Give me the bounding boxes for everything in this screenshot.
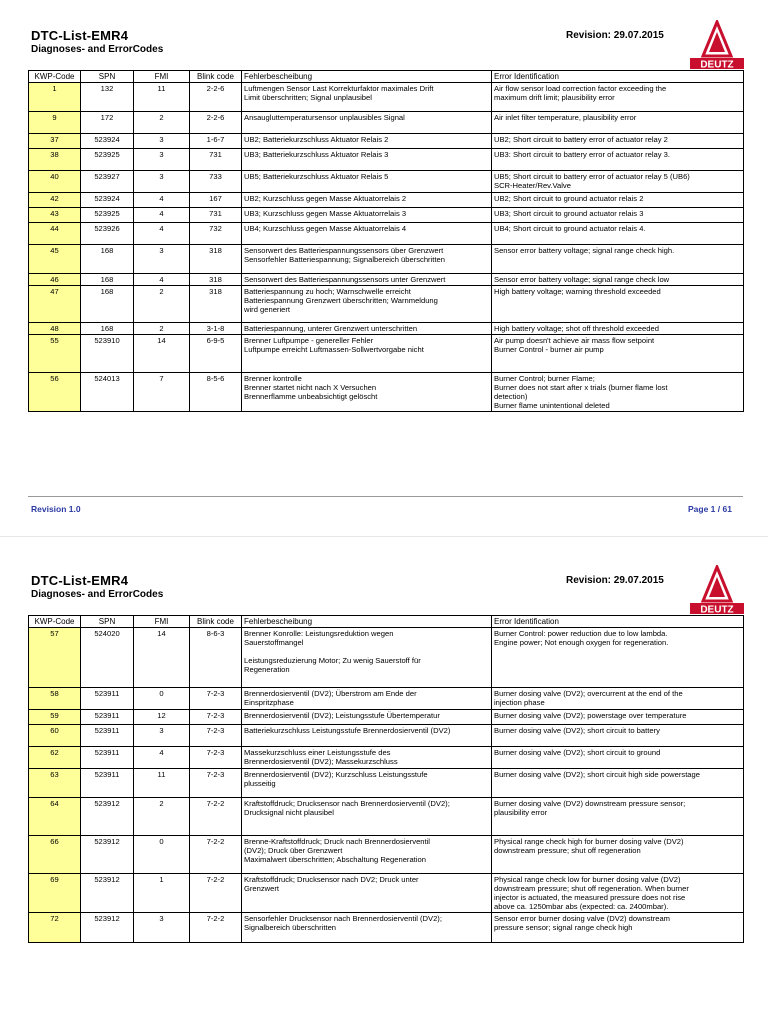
description-en-cell bbox=[492, 335, 744, 373]
spn-cell: 523925 bbox=[81, 208, 134, 223]
spn-cell: 523911 bbox=[81, 710, 134, 725]
description-line: Signalbereich überschritten bbox=[244, 923, 337, 932]
description-line: Brennerdosierventil (DV2); Überstrom am Ende der bbox=[244, 689, 417, 698]
description-line: UB4; Kurzschluss gegen Masse Aktuatorrelais 4 bbox=[244, 224, 407, 233]
description-line: Batteriespannung zu hoch; Warnschwelle erreicht bbox=[244, 287, 411, 296]
description-en-cell bbox=[492, 373, 744, 412]
blink-code-cell: 1-6-7 bbox=[190, 134, 242, 149]
blink-code-cell: 7-2-2 bbox=[190, 798, 242, 836]
table-row bbox=[29, 323, 744, 335]
description-en-cell bbox=[492, 286, 744, 323]
description-line: Sensorwert des Batteriespannungssensors unter Grenzwert bbox=[244, 275, 446, 284]
description-de-cell bbox=[242, 171, 492, 193]
description-de-cell bbox=[242, 747, 492, 769]
table-row bbox=[29, 769, 744, 798]
description-line: Sensorwert des Batteriespannungssensors über Grenzwert bbox=[244, 246, 444, 255]
fmi-cell: 4 bbox=[134, 747, 190, 769]
description-line: downstream pressure; shut off regeneration. When burner bbox=[494, 884, 689, 893]
revision-date: Revision: 29.07.2015 bbox=[566, 575, 664, 586]
description-line: (DV2); Druck über Grenzwert bbox=[244, 846, 343, 855]
document-title: DTC-List-EMR4 bbox=[31, 28, 129, 43]
description-line: Luftpumpe erreicht Luftmassen-Sollwertvorgabe nicht bbox=[244, 345, 424, 354]
table-row bbox=[29, 83, 744, 112]
description-de-cell bbox=[242, 373, 492, 412]
description-line: Burner Control: power reduction due to low lambda. bbox=[494, 629, 668, 638]
kwp-code-cell: 58 bbox=[29, 688, 81, 710]
description-line: Sensor error burner dosing valve (DV2) downstream bbox=[494, 914, 670, 923]
spn-cell: 523912 bbox=[81, 798, 134, 836]
col-fmi-header: FMI bbox=[134, 616, 190, 628]
spn-cell: 523927 bbox=[81, 171, 134, 193]
blink-code-cell: 318 bbox=[190, 274, 242, 286]
table-row bbox=[29, 223, 744, 245]
footer-revision: Revision 1.0 bbox=[31, 504, 81, 514]
description-line: Burner dosing valve (DV2); short circuit high side powerstage bbox=[494, 770, 700, 779]
description-line: UB3; Short circuit to ground actuator relais 3 bbox=[494, 209, 644, 218]
description-line: UB4; Short circuit to ground actuator relais 4. bbox=[494, 224, 646, 233]
description-line: Air flow sensor load correction factor exceeding the bbox=[494, 84, 667, 93]
description-en-cell bbox=[492, 913, 744, 943]
description-de-cell bbox=[242, 112, 492, 134]
table-row bbox=[29, 193, 744, 208]
table-row bbox=[29, 710, 744, 725]
col-kwp-header: KWP-Code bbox=[29, 71, 81, 83]
description-en-cell bbox=[492, 769, 744, 798]
blink-code-cell: 731 bbox=[190, 149, 242, 171]
document-title: DTC-List-EMR4 bbox=[31, 573, 129, 588]
blink-code-cell: 7-2-3 bbox=[190, 688, 242, 710]
document-page-2 bbox=[0, 545, 768, 1024]
table-row bbox=[29, 286, 744, 323]
blink-code-cell: 318 bbox=[190, 286, 242, 323]
description-line: Brenner Luftpumpe - genereller Fehler bbox=[244, 336, 374, 345]
description-line: Leistungsreduzierung Motor; Zu wenig Sauerstoff für bbox=[244, 656, 421, 665]
table-body bbox=[29, 628, 744, 943]
description-de-cell bbox=[242, 628, 492, 688]
description-en-cell bbox=[492, 83, 744, 112]
description-line: injection phase bbox=[494, 698, 545, 707]
kwp-code-cell: 66 bbox=[29, 836, 81, 874]
description-line: Sensor error battery voltage; signal range check low bbox=[494, 275, 670, 284]
description-line: Brenner kontrolle bbox=[244, 374, 302, 383]
description-line: Physical range check high for burner dosing valve (DV2) bbox=[494, 837, 684, 846]
blink-code-cell: 8-6-3 bbox=[190, 628, 242, 688]
description-line: Drucksignal nicht plausibel bbox=[244, 808, 334, 817]
kwp-code-cell: 46 bbox=[29, 274, 81, 286]
spn-cell: 524020 bbox=[81, 628, 134, 688]
fmi-cell: 3 bbox=[134, 134, 190, 149]
spn-cell: 168 bbox=[81, 245, 134, 274]
kwp-code-cell: 47 bbox=[29, 286, 81, 323]
description-line: Burner dosing valve (DV2); short circuit to ground bbox=[494, 748, 661, 757]
description-line bbox=[244, 647, 489, 656]
description-line: Grenzwert bbox=[244, 884, 280, 893]
description-de-cell bbox=[242, 769, 492, 798]
spn-cell: 523911 bbox=[81, 688, 134, 710]
description-line: Air pump doesn't achieve air mass flow setpoint bbox=[494, 336, 655, 345]
description-line: Sensor error battery voltage; signal range check high. bbox=[494, 246, 675, 255]
blink-code-cell: 7-2-3 bbox=[190, 769, 242, 798]
description-de-cell bbox=[242, 245, 492, 274]
blink-code-cell: 167 bbox=[190, 193, 242, 208]
kwp-code-cell: 42 bbox=[29, 193, 81, 208]
fmi-cell: 3 bbox=[134, 913, 190, 943]
description-de-cell bbox=[242, 223, 492, 245]
description-line: High battery voltage; shot off threshold exceeded bbox=[494, 324, 659, 333]
kwp-code-cell: 37 bbox=[29, 134, 81, 149]
spn-cell: 523924 bbox=[81, 134, 134, 149]
blink-code-cell: 7-2-3 bbox=[190, 710, 242, 725]
kwp-code-cell: 45 bbox=[29, 245, 81, 274]
description-en-cell bbox=[492, 747, 744, 769]
description-line: plausibility error bbox=[494, 808, 548, 817]
description-line: downstream pressure; shut off regeneration bbox=[494, 846, 641, 855]
description-line: Batteriespannung Grenzwert überschritten; Warnmeldung bbox=[244, 296, 438, 305]
description-line: Brenne-Kraftstoffdruck; Druck nach Brennerdosierventil bbox=[244, 837, 430, 846]
fmi-cell: 11 bbox=[134, 83, 190, 112]
kwp-code-cell: 43 bbox=[29, 208, 81, 223]
spn-cell: 523912 bbox=[81, 913, 134, 943]
fmi-cell: 2 bbox=[134, 112, 190, 134]
description-en-cell bbox=[492, 112, 744, 134]
kwp-code-cell: 60 bbox=[29, 725, 81, 747]
description-line: UB2; Kurzschluss gegen Masse Aktuatorrelais 2 bbox=[244, 194, 407, 203]
footer-divider bbox=[28, 496, 743, 497]
kwp-code-cell: 40 bbox=[29, 171, 81, 193]
description-en-cell bbox=[492, 134, 744, 149]
kwp-code-cell: 62 bbox=[29, 747, 81, 769]
spn-cell: 168 bbox=[81, 274, 134, 286]
description-line: UB3; Kurzschluss gegen Masse Aktuatorrelais 3 bbox=[244, 209, 407, 218]
description-en-cell bbox=[492, 836, 744, 874]
description-en-cell bbox=[492, 208, 744, 223]
spn-cell: 523912 bbox=[81, 874, 134, 913]
description-line: plusseitig bbox=[244, 779, 276, 788]
deutz-logo bbox=[690, 565, 744, 615]
logo-text: DEUTZ bbox=[700, 604, 734, 615]
description-de-cell bbox=[242, 913, 492, 943]
blink-code-cell: 7-2-2 bbox=[190, 836, 242, 874]
kwp-code-cell: 63 bbox=[29, 769, 81, 798]
spn-cell: 524013 bbox=[81, 373, 134, 412]
description-line: Sauerstoffmangel bbox=[244, 638, 304, 647]
col-blink-header: Blink code bbox=[190, 71, 242, 83]
description-line: Maximalwert überschritten; Abschaltung Regeneration bbox=[244, 855, 426, 864]
description-en-cell bbox=[492, 710, 744, 725]
description-line: Luftmengen Sensor Last Korrekturfaktor maximales Drift bbox=[244, 84, 434, 93]
spn-cell: 523926 bbox=[81, 223, 134, 245]
blink-code-cell: 2-2-6 bbox=[190, 112, 242, 134]
description-line: Batteriekurzschluss Leistungsstufe Brennerdosierventil (DV2) bbox=[244, 726, 451, 735]
description-line: Regeneration bbox=[244, 665, 290, 674]
spn-cell: 523911 bbox=[81, 769, 134, 798]
description-de-cell bbox=[242, 274, 492, 286]
col-blink-header: Blink code bbox=[190, 616, 242, 628]
description-line: UB3; Batteriekurzschluss Aktuator Relais 3 bbox=[244, 150, 389, 159]
table-row bbox=[29, 274, 744, 286]
spn-cell: 172 bbox=[81, 112, 134, 134]
fmi-cell: 3 bbox=[134, 725, 190, 747]
description-de-cell bbox=[242, 874, 492, 913]
description-line: UB5; Short circuit to battery error of actuator relay 5 (UB6) bbox=[494, 172, 690, 181]
spn-cell: 523924 bbox=[81, 193, 134, 208]
description-de-cell bbox=[242, 134, 492, 149]
kwp-code-cell: 44 bbox=[29, 223, 81, 245]
kwp-code-cell: 64 bbox=[29, 798, 81, 836]
fmi-cell: 3 bbox=[134, 245, 190, 274]
description-line: Kraftstoffdruck; Drucksensor nach Brennerdosierventil (DV2); bbox=[244, 799, 450, 808]
kwp-code-cell: 59 bbox=[29, 710, 81, 725]
blink-code-cell: 7-2-2 bbox=[190, 913, 242, 943]
fmi-cell: 14 bbox=[134, 628, 190, 688]
description-line: Burner Control; burner Flame; bbox=[494, 374, 595, 383]
table-row bbox=[29, 373, 744, 412]
col-spn-header: SPN bbox=[81, 616, 134, 628]
description-line: UB2; Batteriekurzschluss Aktuator Relais 2 bbox=[244, 135, 389, 144]
footer-page-number: Page 1 / 61 bbox=[688, 504, 732, 514]
description-line: Burner dosing valve (DV2) downstream pressure sensor; bbox=[494, 799, 686, 808]
blink-code-cell: 6-9-5 bbox=[190, 335, 242, 373]
table-row bbox=[29, 245, 744, 274]
description-de-cell bbox=[242, 710, 492, 725]
deutz-logo bbox=[690, 20, 744, 70]
blink-code-cell: 3-1-8 bbox=[190, 323, 242, 335]
blink-code-cell: 8-5-6 bbox=[190, 373, 242, 412]
description-de-cell bbox=[242, 208, 492, 223]
description-line: maximum drift limit; plausibility error bbox=[494, 93, 615, 102]
spn-cell: 523911 bbox=[81, 747, 134, 769]
description-line: Einspritzphase bbox=[244, 698, 294, 707]
spn-cell: 168 bbox=[81, 323, 134, 335]
fmi-cell: 12 bbox=[134, 710, 190, 725]
description-line: Burner Control - burner air pump bbox=[494, 345, 604, 354]
description-en-cell bbox=[492, 323, 744, 335]
blink-code-cell: 7-2-2 bbox=[190, 874, 242, 913]
description-line: Brennerflamme unbeabsichtigt gelöscht bbox=[244, 392, 378, 401]
table-row bbox=[29, 798, 744, 836]
description-de-cell bbox=[242, 798, 492, 836]
fmi-cell: 11 bbox=[134, 769, 190, 798]
table-header-row bbox=[29, 616, 744, 628]
fmi-cell: 7 bbox=[134, 373, 190, 412]
description-line: Air inlet filter temperature, plausibility error bbox=[494, 113, 637, 122]
kwp-code-cell: 72 bbox=[29, 913, 81, 943]
fmi-cell: 4 bbox=[134, 208, 190, 223]
col-en-header: Error Identification bbox=[492, 71, 744, 83]
table-row bbox=[29, 874, 744, 913]
description-en-cell bbox=[492, 725, 744, 747]
description-en-cell bbox=[492, 245, 744, 274]
dtc-table bbox=[28, 70, 744, 412]
table-row bbox=[29, 747, 744, 769]
kwp-code-cell: 57 bbox=[29, 628, 81, 688]
blink-code-cell: 731 bbox=[190, 208, 242, 223]
description-en-cell bbox=[492, 171, 744, 193]
fmi-cell: 2 bbox=[134, 323, 190, 335]
description-de-cell bbox=[242, 323, 492, 335]
description-line: Physical range check low for burner dosing valve (DV2) bbox=[494, 875, 681, 884]
fmi-cell: 2 bbox=[134, 286, 190, 323]
description-line: above ca. 1250mbar abs (expected: ca. 2400mbar). bbox=[494, 902, 669, 911]
kwp-code-cell: 48 bbox=[29, 323, 81, 335]
blink-code-cell: 733 bbox=[190, 171, 242, 193]
description-line: Ansaugluttemperatursensor unplausibles Signal bbox=[244, 113, 405, 122]
fmi-cell: 14 bbox=[134, 335, 190, 373]
col-kwp-header: KWP-Code bbox=[29, 616, 81, 628]
table-row bbox=[29, 112, 744, 134]
kwp-code-cell: 56 bbox=[29, 373, 81, 412]
document-subtitle: Diagnoses- and ErrorCodes bbox=[31, 44, 164, 55]
kwp-code-cell: 69 bbox=[29, 874, 81, 913]
dtc-table bbox=[28, 615, 744, 943]
spn-cell: 523912 bbox=[81, 836, 134, 874]
description-line: injector is actuated, the measured pressure does not rise bbox=[494, 893, 686, 902]
fmi-cell: 4 bbox=[134, 193, 190, 208]
description-line: Brenner Konrolle: Leistungsreduktion wegen bbox=[244, 629, 394, 638]
table-header-row bbox=[29, 71, 744, 83]
table-body bbox=[29, 83, 744, 412]
description-line: High battery voltage; warning threshold exceeded bbox=[494, 287, 661, 296]
description-en-cell bbox=[492, 688, 744, 710]
description-line: Burner does not start after x trials (burner flame lost bbox=[494, 383, 668, 392]
description-line: Massekurzschluss einer Leistungsstufe des bbox=[244, 748, 391, 757]
spn-cell: 168 bbox=[81, 286, 134, 323]
table-row bbox=[29, 836, 744, 874]
description-line: Brennerdosierventil (DV2); Leistungsstufe Übertemperatur bbox=[244, 711, 440, 720]
spn-cell: 523910 bbox=[81, 335, 134, 373]
description-line: detection) bbox=[494, 392, 528, 401]
page-separator bbox=[0, 536, 768, 537]
description-de-cell bbox=[242, 193, 492, 208]
table-row bbox=[29, 208, 744, 223]
description-en-cell bbox=[492, 274, 744, 286]
spn-cell: 523911 bbox=[81, 725, 134, 747]
description-line: wird generiert bbox=[244, 305, 291, 314]
table-row bbox=[29, 688, 744, 710]
fmi-cell: 0 bbox=[134, 836, 190, 874]
description-en-cell bbox=[492, 193, 744, 208]
description-de-cell bbox=[242, 725, 492, 747]
description-de-cell bbox=[242, 335, 492, 373]
description-line: Burner dosing valve (DV2); overcurrent at the end of the bbox=[494, 689, 683, 698]
blink-code-cell: 2-2-6 bbox=[190, 83, 242, 112]
description-de-cell bbox=[242, 83, 492, 112]
spn-cell: 523925 bbox=[81, 149, 134, 171]
description-line: Limit überschritten; Signal unplausibel bbox=[244, 93, 372, 102]
description-line: UB3: Short circuit to battery error of actuator relay 3. bbox=[494, 150, 670, 159]
description-line: Burner dosing valve (DV2); powerstage over temperature bbox=[494, 711, 687, 720]
description-line: Sensorfehler Batteriespannung; Signalbereich überschritten bbox=[244, 255, 445, 264]
description-line: Burner flame unintentional deleted bbox=[494, 401, 610, 410]
revision-date: Revision: 29.07.2015 bbox=[566, 30, 664, 41]
blink-code-cell: 7-2-3 bbox=[190, 725, 242, 747]
description-line: Brennerdosierventil (DV2); Massekurzschluss bbox=[244, 757, 398, 766]
description-de-cell bbox=[242, 286, 492, 323]
fmi-cell: 3 bbox=[134, 149, 190, 171]
blink-code-cell: 732 bbox=[190, 223, 242, 245]
logo-text: DEUTZ bbox=[700, 59, 734, 70]
table-row bbox=[29, 725, 744, 747]
description-en-cell bbox=[492, 874, 744, 913]
description-line: UB2; Short circuit to battery error of actuator relay 2 bbox=[494, 135, 668, 144]
col-fmi-header: FMI bbox=[134, 71, 190, 83]
description-line: SCR-Heater/Rev.Valve bbox=[494, 181, 571, 190]
description-line: Kraftstoffdruck; Drucksensor nach DV2; Druck unter bbox=[244, 875, 419, 884]
col-de-header: Fehlerbescheibung bbox=[242, 616, 492, 628]
description-en-cell bbox=[492, 628, 744, 688]
kwp-code-cell: 1 bbox=[29, 83, 81, 112]
description-line: UB5; Batteriekurzschluss Aktuator Relais 5 bbox=[244, 172, 389, 181]
blink-code-cell: 318 bbox=[190, 245, 242, 274]
table-row bbox=[29, 149, 744, 171]
description-line: Sensorfehler Drucksensor nach Brennerdosierventil (DV2); bbox=[244, 914, 442, 923]
kwp-code-cell: 55 bbox=[29, 335, 81, 373]
description-line: Batteriespannung, unterer Grenzwert unterschritten bbox=[244, 324, 418, 333]
document-subtitle: Diagnoses- and ErrorCodes bbox=[31, 589, 164, 600]
spn-cell: 132 bbox=[81, 83, 134, 112]
table-row bbox=[29, 134, 744, 149]
description-en-cell bbox=[492, 798, 744, 836]
description-line: pressure sensor; signal range check high bbox=[494, 923, 633, 932]
fmi-cell: 3 bbox=[134, 171, 190, 193]
description-line: UB2; Short circuit to ground actuator relais 2 bbox=[494, 194, 644, 203]
kwp-code-cell: 38 bbox=[29, 149, 81, 171]
description-de-cell bbox=[242, 836, 492, 874]
description-de-cell bbox=[242, 688, 492, 710]
blink-code-cell: 7-2-3 bbox=[190, 747, 242, 769]
fmi-cell: 1 bbox=[134, 874, 190, 913]
fmi-cell: 0 bbox=[134, 688, 190, 710]
description-line: Engine power; Not enough oxygen for regeneration. bbox=[494, 638, 669, 647]
col-spn-header: SPN bbox=[81, 71, 134, 83]
fmi-cell: 4 bbox=[134, 223, 190, 245]
description-line: Burner dosing valve (DV2); short circuit to battery bbox=[494, 726, 660, 735]
table-row bbox=[29, 628, 744, 688]
fmi-cell: 2 bbox=[134, 798, 190, 836]
kwp-code-cell: 9 bbox=[29, 112, 81, 134]
description-en-cell bbox=[492, 223, 744, 245]
fmi-cell: 4 bbox=[134, 274, 190, 286]
table-row bbox=[29, 171, 744, 193]
description-line: Brennerdosierventil (DV2); Kurzschluss Leistungsstufe bbox=[244, 770, 428, 779]
table-row bbox=[29, 335, 744, 373]
col-en-header: Error Identification bbox=[492, 616, 744, 628]
description-en-cell bbox=[492, 149, 744, 171]
col-de-header: Fehlerbescheibung bbox=[242, 71, 492, 83]
description-de-cell bbox=[242, 149, 492, 171]
description-line: Brenner startet nicht nach X Versuchen bbox=[244, 383, 377, 392]
table-row bbox=[29, 913, 744, 943]
